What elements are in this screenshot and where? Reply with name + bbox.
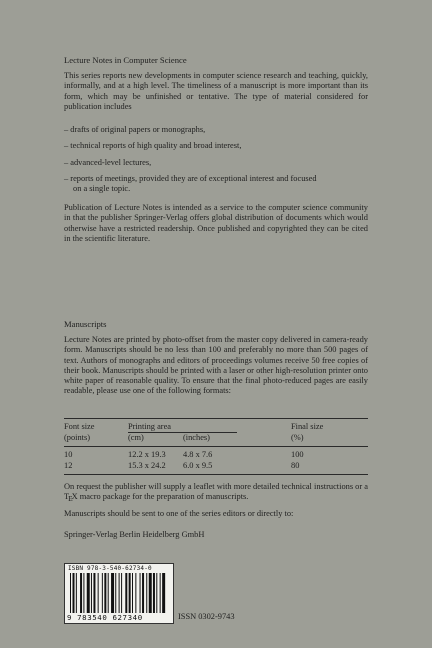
barcode-icon	[70, 573, 168, 613]
material-list	[64, 125, 368, 194]
list-item: – technical reports of high quality and broad interest,	[64, 141, 242, 151]
header-cm: (cm)	[128, 433, 144, 443]
table-row	[64, 447, 368, 461]
list-item	[64, 174, 368, 195]
manuscripts-paragraph: Lecture Notes are printed by photo-offset from the master copy delivered in camera-ready form. Manuscripts should be no less than 100 and preferably no more than 500 pages of text. Authors of monographs and editors of proceedings volumes receive 50 free copies of their book. Manuscripts should be printed with a laser or other high-resolution printer onto white paper of reasonable quality. To ensure that the final photo-reduced pages are easily readable, please use one of the following formats:	[64, 335, 368, 396]
publication-paragraph: Publication of Lecture Notes is intended as a service to the computer science community in that the publisher Springer-Verlag offers global distribution of documents which would otherwise have a restricted readership. Once published and copyrighted they can be cited in the scientific literature.	[64, 203, 368, 243]
cell-final: 80	[291, 460, 300, 470]
publisher-name: Springer-Verlag Berlin Heidelberg GmbH	[64, 530, 205, 539]
header-printing-area: Printing area	[128, 422, 237, 433]
cell-final: 100	[291, 450, 304, 460]
series-intro: This series reports new developments in computer science research and teaching, quickly, informally, and at a high level. The timeliness of a manuscript is more important than its form, which may be unfinished or tentative. The type of material considered for publication includes	[64, 71, 368, 111]
request-paragraph	[64, 482, 368, 503]
table-row	[64, 461, 368, 475]
header-percent: (%)	[291, 433, 304, 443]
tex-e: E	[68, 494, 73, 504]
header-font-size: Font size	[64, 422, 95, 431]
cell-font: 10	[64, 450, 73, 460]
issn-label: ISSN 0302-9743	[178, 612, 235, 621]
request-text: On request the publisher will supply a leaflet with more detailed technical instructions or a T	[64, 482, 368, 502]
isbn-label: ISBN 978-3-540-62734-0	[68, 565, 152, 572]
header-inches: (inches)	[183, 433, 210, 443]
cell-font: 12	[64, 460, 73, 470]
list-item: – drafts of original papers or monographs,	[64, 125, 206, 134]
cell-cm: 15.3 x 24.2	[128, 460, 166, 470]
series-heading: Lecture Notes in Computer Science	[64, 55, 187, 65]
formats-table	[64, 418, 368, 475]
cell-inches: 4.8 x 7.6	[183, 450, 213, 460]
barcode-box	[64, 563, 174, 624]
cell-cm: 12.2 x 19.3	[128, 450, 166, 460]
list-item: – advanced-level lectures,	[64, 157, 152, 167]
list-item-line: – reports of meetings, provided they are of exceptional interest and focused	[64, 173, 317, 183]
manuscripts-heading: Manuscripts	[64, 319, 107, 329]
header-final-size: Final size	[291, 422, 324, 431]
barcode-number: 9 783540 627340	[67, 613, 143, 622]
list-item-line: on a single topic.	[73, 184, 131, 194]
request-text-end: X macro package for the preparation of manuscripts.	[71, 492, 249, 502]
cell-inches: 6.0 x 9.5	[183, 460, 213, 470]
send-to-line: Manuscripts should be sent to one of the series editors or directly to:	[64, 509, 294, 518]
header-points: (points)	[64, 433, 91, 443]
